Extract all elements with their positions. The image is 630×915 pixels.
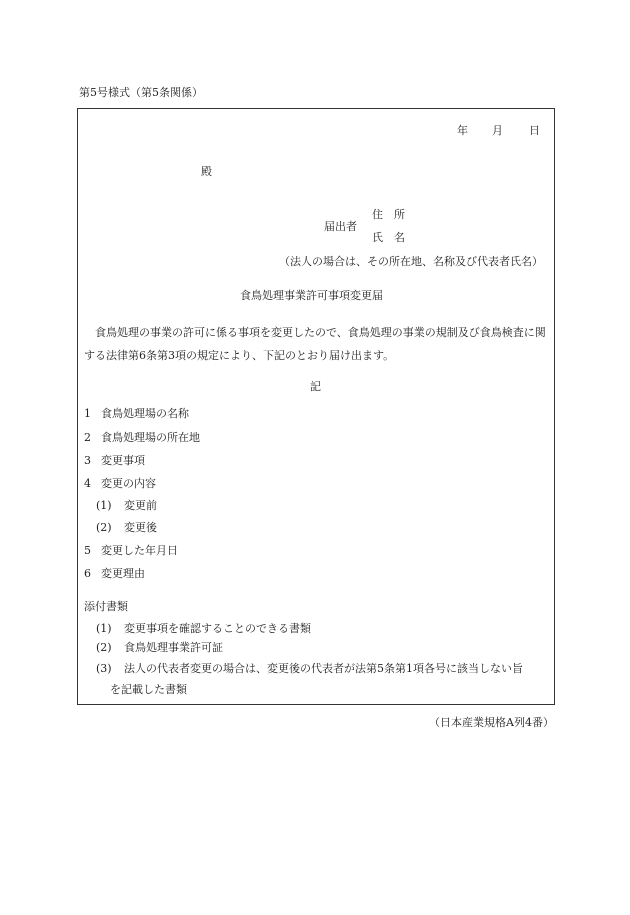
applicant-label: 届出者 — [324, 220, 357, 233]
item-4-label: 変更の内容 — [101, 477, 156, 490]
addressee-suffix: 殿 — [201, 165, 212, 178]
body-paragraph — [84, 321, 554, 367]
item-4-2-number: (2) — [96, 521, 112, 534]
footer-paper-size-note: （日本産業規格A列4番） — [429, 716, 554, 729]
attachment-3-continuation: を記載した書類 — [110, 683, 187, 696]
item-2-number: 2 — [84, 431, 91, 444]
attachment-1-label: 変更事項を確認することのできる書類 — [124, 622, 311, 635]
item-4-1-label: 変更前 — [124, 499, 157, 512]
date-day-label: 日 — [529, 124, 540, 137]
name-label: 氏 名 — [372, 231, 405, 244]
item-1-number: 1 — [84, 407, 91, 420]
attachments-heading: 添付書類 — [84, 600, 128, 613]
item-6-label: 変更理由 — [101, 567, 145, 580]
item-1-label: 食鳥処理場の名称 — [101, 407, 189, 420]
body-text: 食鳥処理の事業の許可に係る事項を変更したので、食鳥処理の事業の規制及び食鳥検査に関する法律第6条第3項の規定により、下記のとおり届け出ます。 — [84, 326, 546, 362]
ki-heading: 記 — [310, 380, 321, 393]
attachment-2-number: (2) — [96, 641, 112, 654]
document-title: 食鳥処理事業許可事項変更届 — [240, 289, 383, 302]
item-3-number: 3 — [84, 454, 91, 467]
item-6-number: 6 — [84, 567, 91, 580]
item-3-label: 変更事項 — [101, 454, 145, 467]
item-5-label: 変更した年月日 — [101, 544, 178, 557]
corporation-note: （法人の場合は、その所在地、名称及び代表者氏名） — [279, 255, 543, 268]
address-label: 住 所 — [372, 208, 405, 221]
attachment-3-number: (3) — [96, 662, 112, 675]
item-5-number: 5 — [84, 544, 91, 557]
attachment-1-number: (1) — [96, 622, 112, 635]
item-4-number: 4 — [84, 477, 91, 490]
attachment-3-label: 法人の代表者変更の場合は、変更後の代表者が法第5条第1項各号に該当しない旨 — [124, 662, 523, 675]
form-number-title: 第5号様式（第5条関係） — [79, 86, 203, 99]
attachment-2-label: 食鳥処理事業許可証 — [124, 641, 223, 654]
item-4-1-number: (1) — [96, 499, 112, 512]
item-4-2-label: 変更後 — [124, 521, 157, 534]
date-month-label: 月 — [492, 124, 503, 137]
date-year-label: 年 — [457, 124, 468, 137]
item-2-label: 食鳥処理場の所在地 — [101, 431, 200, 444]
